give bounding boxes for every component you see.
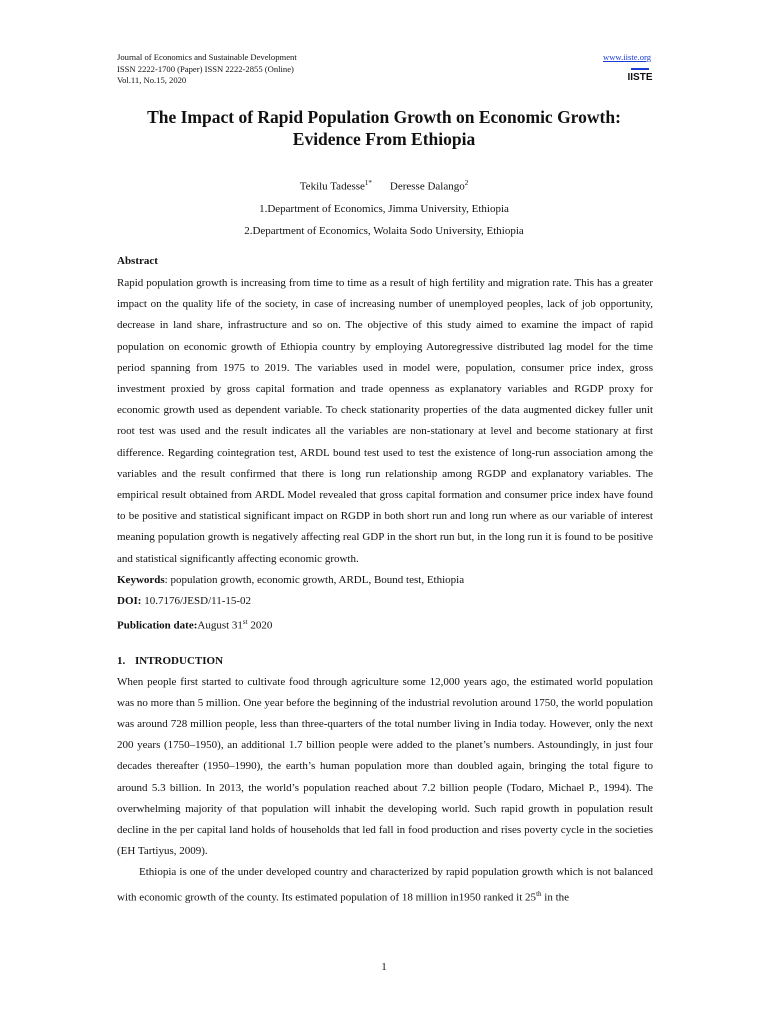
author-2: Deresse Dalango [389, 180, 465, 193]
section-heading-introduction [117, 651, 653, 672]
issn: ISSN 2222-1700 (Paper) ISSN 2222-2855 (Online) [117, 63, 294, 74]
title-line-2: Evidence From Ethiopia [292, 129, 476, 149]
main-body [117, 251, 653, 908]
affiliation-1: 1.Department of Economics, Jimma University, Ethiopia [259, 202, 509, 215]
abstract-text: Rapid population growth is increasing from time to time as a result of high fertility and migration rate. This has a greater impact on the quality life of the society, in case of increasing number of unemployed peoples, lack of job opportunity, decrease in land share, infrastructure and so on. The objective of this study aimed to examine the impact of rapid population on economic growth of Ethiopia country by employing Autoregressive distributed lag model for the time period spanning from 1975 to 2019. The variables used in model were, population, consumer price index, gross investment proxied by gross capital formation and trade openness as explanatory variables and RGDP proxy for economic growth used as dependent variable. To check stationarity properties of the data augmented dickey fuller unit root test was used and the result indicates all the variables are non-stationary at level and become stationary at first difference. Regarding cointegration test, ARDL bound test used to test the existence of long-run association among the variables and the result confirmed that there is long run relationship among RGDP and explanatory variables. The empirical result obtained from ARDL Model revealed that gross capital formation and consumer price index have found to be positive and statistical significant impact on RGDP in both short run and long run where as our variable of interest meaning population growth is negatively affecting real GDP in the short run but, in the long run it is found to be positive and statistical significantly affecting economic growth. [117, 277, 653, 565]
author-1-sup: 1* [364, 179, 372, 187]
author-2-sup: 2 [464, 179, 469, 187]
title-line-1: The Impact of Rapid Population Growth on Economic Growth: [147, 107, 621, 127]
pubdate-sup: st [242, 617, 248, 626]
doi [117, 591, 653, 612]
author-1: Tekilu Tadesse [299, 180, 365, 193]
intro-paragraph-1: When people first started to cultivate food through agriculture some 12,000 years ago, the estimated world population was no more than 5 million. One year before the beginning of the industrial revolution around 1750, the world population was around 728 million people, less than three-quarters of the total number living in India today. However, only the next 200 years (1750–1950), an additional 1.7 billion people were added to the planet’s numbers. Astoundingly, in just four decades thereafter (1950–1990), the earth’s human population more than doubled again, bringing the total figure to around 5.3 billion. In 2013, the world’s population reached about 7.2 billion people (Todaro, Michael P., 1994). The overwhelming majority of that population will inhabit the developing world. Such rapid growth in population result decline in the per capital land holds of households that led fall in food production and rises poverty cycle in the societies (EH Tartiyus, 2009). [117, 675, 653, 858]
keywords-label: Keywords [117, 573, 165, 586]
doi-value: 10.7176/JESD/11-15-02 [141, 594, 252, 607]
pubdate-label: Publication date: [117, 619, 198, 632]
volume: Vol.11, No.15, 2020 [117, 75, 187, 85]
affiliation-2: 2.Department of Economics, Wolaita Sodo University, Ethiopia [244, 224, 524, 237]
abstract-heading: Abstract [117, 255, 158, 267]
journal-url-link[interactable]: www.iiste.org [603, 52, 651, 62]
publication-date [117, 612, 653, 637]
paper-title [100, 106, 668, 150]
section-number: 1. [117, 654, 126, 667]
pubdate-value: August 31 [197, 619, 243, 632]
section-title: INTRODUCTION [135, 654, 224, 667]
intro-paragraph-2-text: Ethiopia is one of the under developed country and characterized by rapid population growth which is not balanced with economic growth of the county. Its estimated population of 18 million in1950 ranked it 25 [117, 866, 653, 904]
intro-paragraph-2-end: in the [541, 891, 570, 904]
journal-name: Journal of Economics and Sustainable Development [117, 52, 297, 62]
page-header [117, 52, 651, 87]
svg-text:IISTE: IISTE [627, 71, 653, 83]
keywords [117, 570, 653, 591]
pubdate-year: 2020 [247, 619, 273, 632]
intro-paragraph-2-sup: th [536, 889, 542, 898]
keywords-value: : population growth, economic growth, ARDL, Bound test, Ethiopia [164, 573, 465, 586]
authors-block [100, 172, 668, 242]
page-number: 1 [381, 961, 387, 973]
doi-label: DOI: [117, 594, 142, 607]
author-line [100, 172, 668, 198]
intro-paragraph-2 [117, 862, 653, 908]
iiste-logo [629, 66, 651, 83]
